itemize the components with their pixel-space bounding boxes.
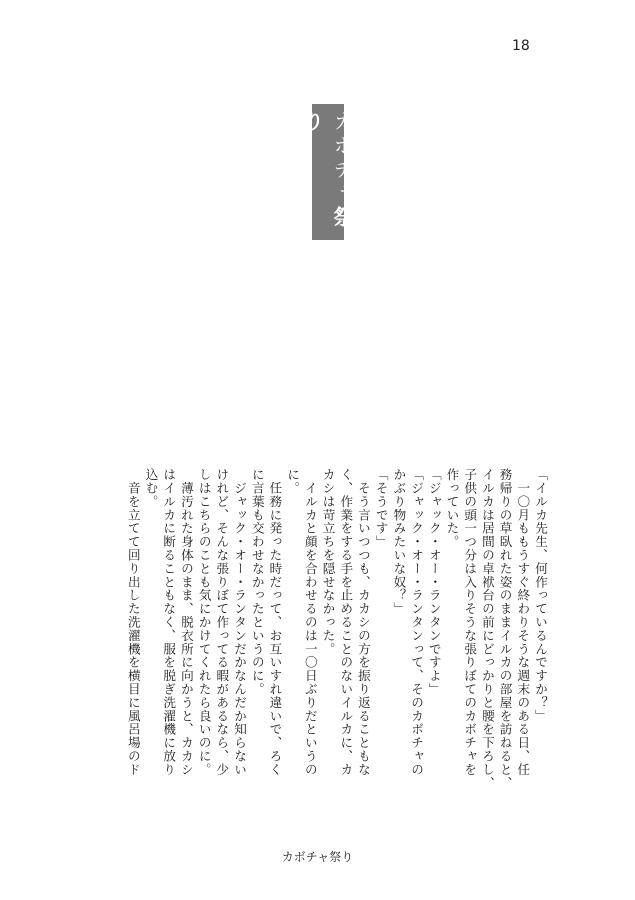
- text-line: 込む。: [143, 468, 159, 509]
- text-line: 一〇月ももうすぐ終わりそうな週末のある日、任: [515, 468, 531, 777]
- text-line: 作っていた。: [444, 468, 460, 549]
- running-footer-title: カボチャ祭り: [281, 850, 354, 864]
- text-line: はイルカに断ることもなく、服を脱ぎ洗濯機に放り: [161, 468, 177, 777]
- text-line: に。: [285, 468, 301, 495]
- chapter-title-accent: 祭り: [301, 110, 355, 230]
- text-line: 「そうです」: [373, 468, 389, 549]
- text-line: 音を立てて回り出した洗濯機を横目に風呂場のド: [125, 468, 141, 777]
- text-line: ジャック・オー・ランタンだかなんだか知らない: [232, 468, 248, 777]
- page-number: 18: [512, 38, 530, 54]
- text-line: イルカと顔を合わせるのは一〇日ぶりだというの: [302, 468, 318, 777]
- text-line: しはこちらのことも気にかけてくれたら良いのに。: [196, 468, 212, 777]
- text-line: に言葉も交わせなかったというのに。: [249, 468, 265, 696]
- text-line: く、作業をする手を止めることのないイルカに、カ: [338, 468, 354, 777]
- text-line: カシは苛立ちを隠せなかった。: [320, 468, 336, 656]
- chapter-title-banner: [301, 104, 355, 240]
- text-line: けれど、そんな張りぼて作ってる暇があるなら、少: [214, 468, 230, 777]
- text-line: かぶり物みたいな奴？」: [391, 468, 407, 616]
- chapter-title: [298, 104, 358, 240]
- text-line: 「イルカ先生、何作っているんですか？」: [533, 468, 548, 723]
- text-line: 「ジャック・オー・ランタンですよ」: [426, 468, 442, 696]
- chapter-title-main: カボチャ: [331, 110, 355, 206]
- text-line: イルカは居間の卓袱台の前にどっかりと腰を下ろし、: [479, 468, 495, 790]
- text-line: 薄汚れた身体のまま、脱衣所に向かうと、カカシ: [178, 468, 194, 777]
- text-line: 任務に発った時だって、お互いすれ違いで、ろく: [267, 468, 283, 777]
- text-line: そう言いつつも、カカシの方を振り返ることもな: [355, 468, 371, 777]
- text-line: 務帰りの草臥れた姿のままイルカの部屋を訪ねると、: [497, 468, 513, 790]
- text-line: 「ジャック・オー・ランタンって、そのカボチャの: [409, 468, 425, 777]
- text-line: 子供の頭一つ分は入りそうな張りぼてのカボチャを: [462, 468, 478, 777]
- story-body: [104, 468, 549, 803]
